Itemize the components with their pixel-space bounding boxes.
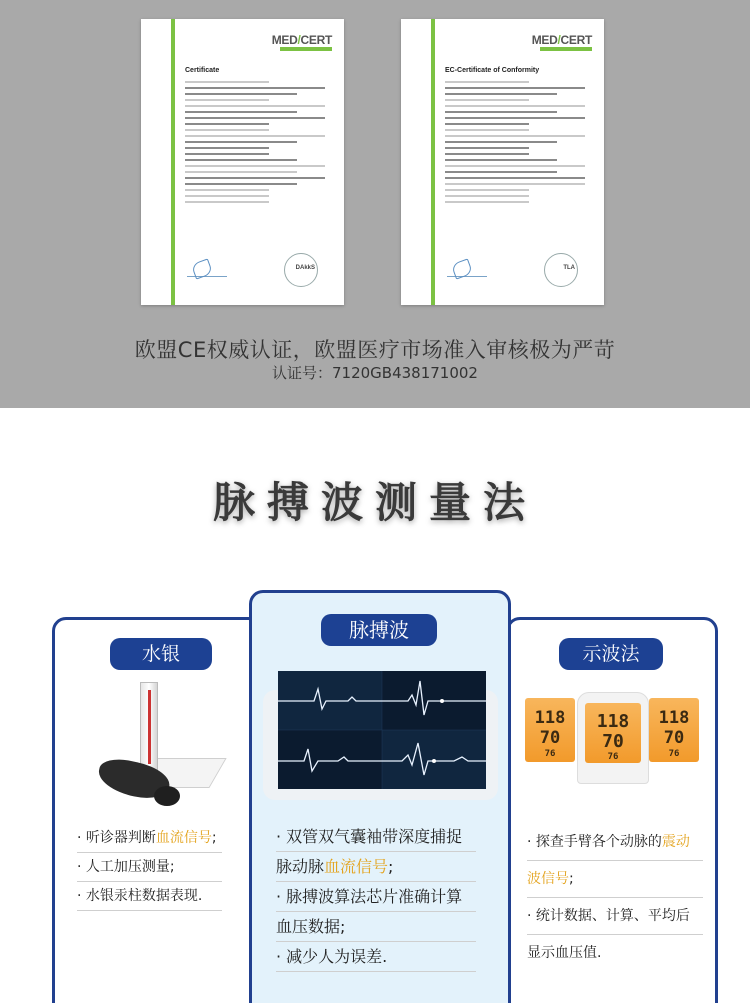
signature [447,259,487,277]
certificate-image: MED/CERT EC-Certificate of Conformity TLA [401,19,604,305]
list-item: · 听诊器判断血流信号; [77,824,222,853]
pulse-wave-graph [278,671,486,789]
certification-caption: 欧盟CE权威认证，欧盟医疗市场准入审核极为严苛 [134,338,616,362]
certificate-title: EC-Certificate of Conformity [445,67,540,74]
medcert-logo: MED/CERT [532,33,592,47]
certificate-body [185,81,325,207]
certificate-title: Certificate [185,67,220,74]
list-item: · 减少人为误差. [276,942,476,972]
list-item: 显示血压值. [527,945,602,961]
list-item: · 人工加压测量; [77,853,222,882]
list-item: · 双管双气囊袖带深度捕捉 [276,822,476,852]
certification-number: 认证号：7120GB438171002 [272,364,478,382]
certificate-body [445,81,585,207]
list-item: · 统计数据、计算、平均后 [527,898,703,935]
pulse-wave-feature-list [276,822,476,972]
oscillometric-feature-list [527,824,703,971]
medcert-logo: MED/CERT [272,33,332,47]
list-item: 波信号; [527,861,703,898]
certificate-image: MED/CERT Certificate DAkkS [141,19,344,305]
pulse-wave-label: 脉搏波 [321,614,437,646]
oscillometric-label: 示波法 [559,638,663,670]
mercury-label: 水银 [110,638,212,670]
list-item: 脉动脉血流信号; [276,852,476,882]
certificate-band [0,0,750,408]
section-title: 脉搏波测量法 [212,478,537,527]
list-item: 血压数据; [276,912,476,942]
mercury-sphygmomanometer-image [96,676,226,824]
pulse-wave-image [278,671,486,789]
signature [187,259,227,277]
list-item: · 水银汞柱数据表现. [77,882,222,911]
blood-pressure-monitor-image: 118 70 76 118 70 76 118 70 76 [523,690,701,788]
mercury-feature-list [77,824,222,911]
list-item: · 脉搏波算法芯片准确计算 [276,882,476,912]
list-item: · 探查手臂各个动脉的震动 [527,824,703,861]
